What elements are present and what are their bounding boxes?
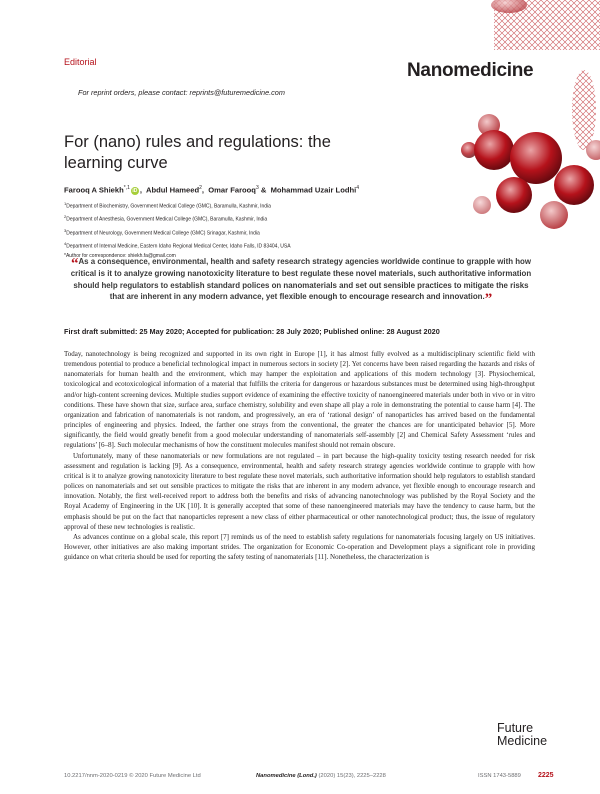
journal-name: Nanomedicine [407, 60, 534, 81]
affiliation-item: $^2$Department of Anesthesia, Government Medical College (GMC), Baramulla, Kashmir, India [64, 214, 268, 223]
pull-quote [68, 256, 534, 308]
author-name: Farooq A Shiekh [64, 185, 124, 195]
close-quote-mark: ” [484, 291, 493, 308]
footer-issn: ISSN 1743-5889 [478, 773, 521, 779]
author-affiliation-marker: *,1 [123, 185, 130, 191]
future-medicine-logo [497, 722, 547, 748]
author-separator: & [260, 185, 267, 195]
author-list: Farooq A Shiekh$^{*,1}$ iD , Abdul Hameed$^2$, Omar Farooq$^3$ & Mohammad Uzair Lodhi$^4$ [64, 185, 360, 195]
footer-volume: (2020) 15(23), 2225–2228 [318, 773, 386, 779]
footer-doi: 10.2217/nnm-2020-0219 © 2020 Future Medicine Ltd [64, 773, 201, 779]
reprint-note: For reprint orders, please contact: reprints@futuremedicine.com [78, 88, 285, 97]
footer-citation [256, 773, 386, 779]
logo-line: Future [497, 721, 534, 735]
author-affiliation-marker: 3 [255, 185, 259, 191]
body-paragraph: Unfortunately, many of these nanomaterials or new formulations are not regulated – in part because the high-quality toxicity testing research needed for risk assessment and regulation is lacking [9]. As a consequence, environmental, health and safety research strategy agencies worldwide continue to grapple with how critical is it to analyze growing nanotoxicity literature to best regulate these novel materials, such authoritative information should help regulators to establish standard polices on nanomaterials and set out sensible practices to mitigate the risks that are inherent in any modern advance, yet flexible enough to encourage research and innovation. Notably, the first well-received report to address both the benefits and risks of advancing nanotechnology was published by the Royal Society and the Royal Academy of Engineering in the UK [10]. It is generally accepted that some of these nanoengineered materials may have the tendency to cause harm, but the emphasis should be put on the fact that nanoparticles represent a new class of either pharmaceutical or other nanotechnological product; thus, the issue of regulatory approval of these new technologies is realistic. [64, 451, 535, 531]
nanoparticle-illustration [454, 0, 600, 240]
author-affiliation-marker: 2 [199, 185, 202, 191]
article-title: For (nano) rules and regulations: the learning curve [64, 133, 331, 172]
logo-line: Medicine [497, 734, 548, 748]
footer-journal: Nanomedicine (Lond.) [256, 773, 317, 779]
orcid-icon[interactable]: iD [132, 187, 138, 194]
author-name: Abdul Hameed [145, 185, 200, 195]
pull-quote-text: As a consequence, environmental, health and safety research strategy agencies worldwide continue to grapple with how critical is it to analyze growing nanotoxicity literature to best regulate these novel materials, such authoritative information should help regulators to establish standard polices on nanomaterials and set out sensible practices to mitigate the risks that are inherent in any modern advance, yet flexible enough to encourage research and innovation. [70, 257, 532, 302]
affiliations [64, 199, 464, 262]
body-paragraph: Today, nanotechnology is being recognized and supported in its own right in Europe [1], it has almost fully evolved as a multidisciplinary scientific field with tremendous potential to produce a beneficial technological impact in numerous sectors in society [2]. Yet concerns have been raised regarding the hazards and risks of nanomaterials for human health and the environment, which may hamper the exploitation and applications of this modern technology [3]. Physiochemical, toxicological and ecotoxicological information of a material that fulfills the criteria for dangerous or hazardous substances must be determined using high-throughput and/or high-content screening devices. Multiple studies support evidence of examining the effective toxicity of nanoengineered materials under both in vivo or in vitro conditions. These have shown that size, surface area, surface chemistry, solubility and even shape all play a role in demonstrating the potential to cause harm [4]. The organization and fabrication of nanomaterials is not random, and progressively, an era of ‘rational design’ of nanoparticles has arrived based on the fundamental principles of engineering and physics. Indeed, the farther one strays from the conventional, the greater the chances are for unanticipated behavior [5]. More significantly, the field would greatly benefit from a good molecular understanding of nanomaterials self-assembly [2] and Chemical Safety Assessment ‘rules and regulations’ [6–8]. Such molecular mechanisms of how the constituent molecules manifest should not remain obscure. [64, 350, 535, 450]
page-number: 2225 [538, 772, 554, 779]
section-label: Editorial [64, 57, 97, 67]
article-body [64, 349, 535, 562]
correspondence-email: *Author for correspondence: shiekh.fa@gmail.com [64, 253, 176, 259]
body-paragraph: As advances continue on a global scale, this report [7] reminds us of the need to establish safety regulations for nanomaterials focusing largely on US initiatives. However, other initiatives are also making important strides. The organization for Economic Co-operation and Development plays a significant role in providing guidance on what criteria should be used for reporting the safety testing of nanomaterials [11]. Nonetheless, the characterization is [64, 532, 535, 562]
author-name: Omar Farooq [208, 185, 256, 195]
publication-dates: First draft submitted: 25 May 2020; Accepted for publication: 28 July 2020; Published online: 28 August 2020 [64, 327, 440, 336]
affiliation-item: $^4$Department of Internal Medicine, Eastern Idaho Regional Medical Center, Idaho Falls, ID 83404, USA [64, 240, 291, 250]
author-affiliation-marker: 4 [356, 185, 360, 191]
author-name: Mohammad Uzair Lodhi [270, 185, 357, 195]
affiliation-item: $^3$Department of Neurology, Government Medical College (GMC) Srinagar, Kashmir, India [64, 227, 260, 237]
nanoparticle-illustration-graphic [454, 0, 600, 240]
affiliation-item: $^1$Department of Biochemistry, Government Medical College (GMC), Baramulla, Kashmir, India [64, 201, 271, 210]
open-quote-mark: “ [70, 256, 79, 272]
